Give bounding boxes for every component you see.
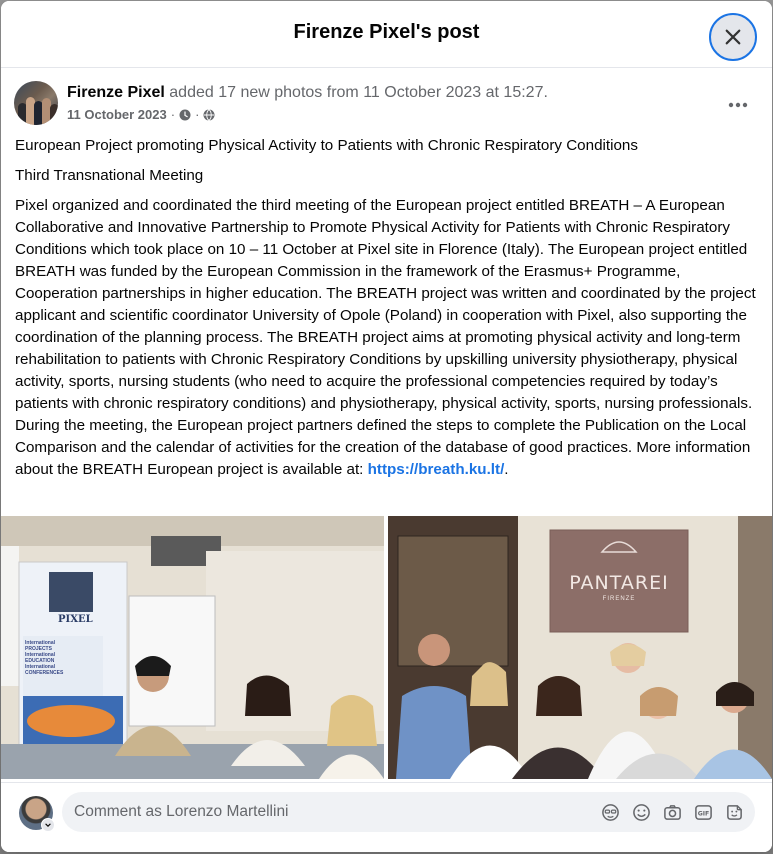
svg-text:GIF: GIF xyxy=(697,809,709,817)
post-header xyxy=(14,81,759,127)
gif-icon xyxy=(694,803,713,822)
photo-group-pantarei[interactable] xyxy=(388,516,772,779)
post-heading: European Project promoting Physical Activity to Patients with Chronic Respiratory Conditions xyxy=(15,137,638,154)
page-avatar[interactable] xyxy=(14,81,58,125)
avatar-sticker-button[interactable] xyxy=(599,801,621,823)
comment-box xyxy=(62,792,755,832)
post-meta xyxy=(67,107,215,122)
author-name[interactable]: Firenze Pixel xyxy=(67,84,165,101)
dialog-header xyxy=(1,1,772,68)
close-icon xyxy=(724,28,742,46)
breath-link[interactable]: https://breath.ku.lt/ xyxy=(367,461,505,478)
banner-brand: PIXEL xyxy=(58,614,93,625)
sticker-button[interactable] xyxy=(723,801,745,823)
post-content xyxy=(1,69,772,782)
user-avatar[interactable] xyxy=(19,796,53,830)
sign-city: FIRENZE xyxy=(602,596,636,602)
close-button[interactable] xyxy=(709,13,757,61)
emoji-icon xyxy=(632,803,651,822)
post-body-end: . xyxy=(504,461,509,478)
comment-footer xyxy=(1,782,772,852)
post-subheading: Third Transnational Meeting xyxy=(15,167,204,184)
emoji-button[interactable] xyxy=(630,801,652,823)
post-text xyxy=(15,135,760,489)
more-dots-icon xyxy=(728,102,748,108)
sign-name: PANTAREI xyxy=(569,572,669,594)
more-options-button[interactable] xyxy=(722,89,754,121)
dialog-title: Firenze Pixel's post xyxy=(293,21,480,43)
camera-button[interactable] xyxy=(661,801,683,823)
post-action: added 17 new photos from 11 October 2023 at 15:27. xyxy=(169,84,548,101)
avatar-sticker-icon xyxy=(601,803,620,822)
comment-tools xyxy=(599,801,745,823)
meta-separator: · xyxy=(170,107,176,122)
camera-icon xyxy=(663,803,682,822)
gif-button[interactable] xyxy=(692,801,714,823)
photo-grid xyxy=(1,516,772,779)
group-photo-image xyxy=(388,516,772,779)
post-body xyxy=(15,195,760,481)
globe-icon[interactable] xyxy=(203,109,215,121)
photo-meeting-room[interactable] xyxy=(1,516,384,779)
author-line xyxy=(67,84,548,102)
chevron-down-icon[interactable] xyxy=(41,818,55,832)
post-date[interactable]: 11 October 2023 xyxy=(67,107,167,122)
post-body-text: Pixel organized and coordinated the third meeting of the European project entitled BREATH – A European Collaborative and Innovative Partnership to Promote Physical Activity for Patients with Chronic Respiratory Conditions which took place on 10 – 11 October at Pixel site in Florence (Italy). The European project entitled BREATH was funded by the European Commission in the framework of the Erasmus+ Programme, Cooperation partnerships in higher education. The BREATH project was written and coordinated by the project applicant and scientific coordinator University of Opole (Poland) in cooperation with Pixel, also supporting the coordination of the planning process. The BREATH project aims at promoting physical activity and long-term rehabilitation to patients with Chronic Respiratory Conditions by upskilling university physiotherapy, physical activity, sports, nursing students (who need to acquire the professional competencies required by today’s patients with chronic respiratory conditions) and physiotherapy, physical activity, sports, nursing professionals. During the meeting, the European project partners defined the steps to complete the Publication on the Local Comparison and the calendar of activities for the creation of the database of good practices. More information about the BREATH European project is available at: xyxy=(15,197,756,478)
comment-input[interactable] xyxy=(74,792,574,832)
meta-separator: · xyxy=(195,107,200,122)
clock-icon xyxy=(179,109,191,121)
post-dialog xyxy=(1,1,772,852)
sticker-icon xyxy=(725,803,744,822)
banner-text: International PROJECTS International EDUCATION International CONFERENCES xyxy=(25,640,64,676)
